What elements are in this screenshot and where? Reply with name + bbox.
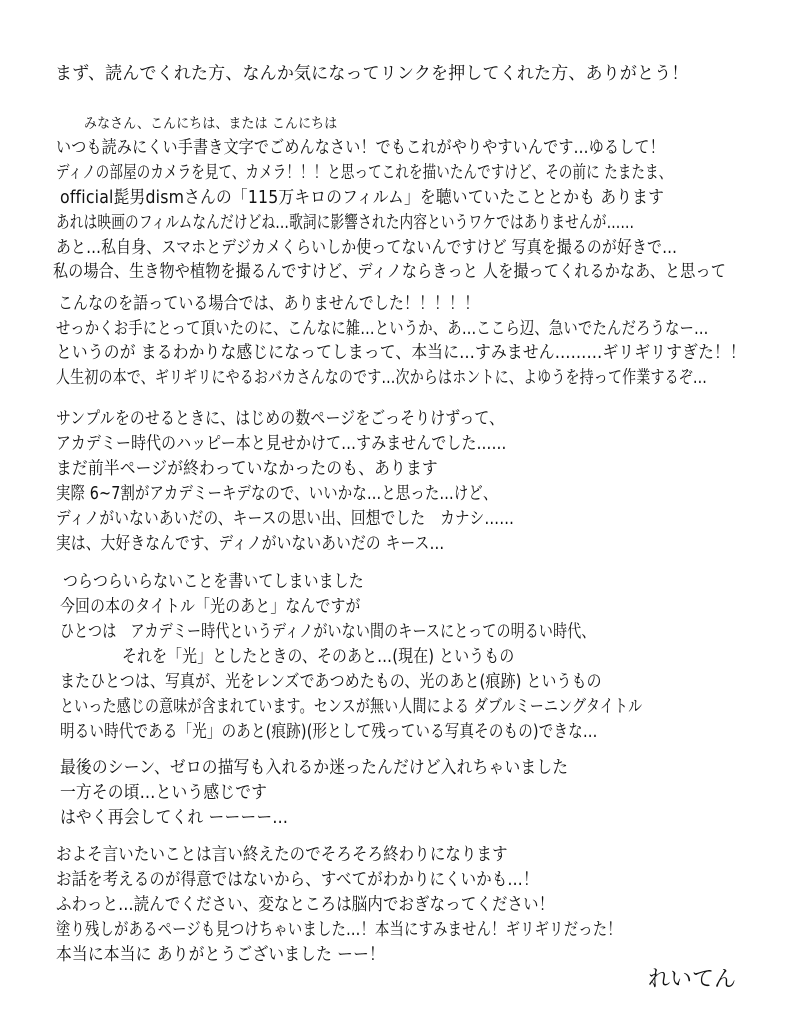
letter-line: といった感じの意味が含まれています。センスが無い人間による ダブルミーニングタイトル	[60, 697, 643, 717]
letter-line: いつも読みにくい手書き文字でごめんなさい！でもこれがやりやすいんです…ゆるして！	[56, 138, 665, 158]
letter-line: お話を考えるのが得意ではないから、すべてがわかりにくいかも…！	[56, 870, 539, 890]
letter-line: ふわっと…読んでください、変なところは脳内でおぎなってください！	[56, 895, 555, 915]
letter-line: こんなのを語っている場合では、ありませんでした！！！！！	[58, 294, 480, 314]
letter-line: はやく再会してくれ ーーーー…	[60, 808, 289, 828]
letter-line: 本当に本当に ありがとうございました ーー！	[56, 945, 385, 965]
letter-line: みなさん、こんにちは、または こんにちは	[84, 116, 338, 132]
letter-line: 人生初の本で、ギリギリにやるおバカさんなのです…次からはホントに、よゆうを持って作業するぞ…	[56, 368, 708, 388]
letter-line: 実は、大好きなんです、ディノがいないあいだの キース…	[56, 534, 445, 554]
letter-line: アカデミー時代のハッピー本と見せかけて…すみませんでした……	[56, 434, 507, 454]
greeting-line: まず、読んでくれた方、なんか気になってリンクを押してくれた方、ありがとう！	[55, 64, 689, 84]
letter-line: またひとつは、写真が、光をレンズであつめたもの、光のあと(痕跡) というもの	[60, 672, 602, 692]
letter-line: ディノの部屋のカメラを見て、カメラ！！！と思ってこれを描いたんですけど、その前に たまたま、	[56, 163, 673, 183]
letter-line: 塗り残しがあるページも見つけちゃいました…！本当にすみません！ギリギリだった！	[56, 920, 622, 940]
letter-line: というのが まるわかりな感じになってしまって、本当に…すみません………ギリギリすぎた！！	[56, 343, 746, 363]
letter-line: ディノがいないあいだの、キースの思い出、回想でした カナシ……	[56, 509, 515, 529]
letter-line: 私の場合、生き物や植物を撮るんですけど、ディノならきっと 人を撮ってくれるかなあ、と思って	[53, 262, 726, 282]
letter-line: あれは映画のフィルムなんだけどね…歌詞に影響された内容というワケではありませんが……	[56, 213, 635, 233]
letter-line: 最後のシーン、ゼロの描写も入れるか迷ったんだけど入れちゃいました	[60, 758, 569, 778]
letter-line: サンプルをのせるときに、はじめの数ページをごっそりけずって、	[56, 409, 505, 429]
letter-line: まだ前半ページが終わっていなかったのも、あります	[56, 459, 438, 479]
letter-line: official髭男dismさんの「115万キロのフィルム」を聴いていたこととかも あります	[60, 188, 665, 208]
letter-line: 今回の本のタイトル「光のあと」なんですが	[60, 597, 361, 617]
letter-line: 明るい時代である「光」のあと(痕跡)(形として残っている写真そのもの)できな…	[60, 722, 598, 742]
letter-line: 一方その頃…という感じです	[60, 783, 268, 803]
letter-line: 実際 6~7割がアカデミーキデなので、いいかな…と思った…けど、	[56, 484, 498, 504]
letter-line: およそ言いたいことは言い終えたのでそろそろ終わりになります	[56, 845, 508, 865]
letter-line: つらつらいらないことを書いてしまいました	[63, 572, 364, 592]
letter-line: あと…私自身、スマホとデジカメくらいしか使ってないんですけど 写真を撮るのが好きで…	[56, 238, 678, 258]
letter-line: ひとつは アカデミー時代というディノがいない間のキースにとっての明るい時代、	[60, 622, 596, 642]
letter-line: それを「光」としたときの、そのあと…(現在) というもの	[122, 647, 515, 667]
author-signature: れいてん	[648, 967, 737, 992]
letter-line: せっかくお手にとって頂いたのに、こんなに雑…というか、あ…ここら辺、急いでたんだろうなー…	[56, 319, 709, 339]
